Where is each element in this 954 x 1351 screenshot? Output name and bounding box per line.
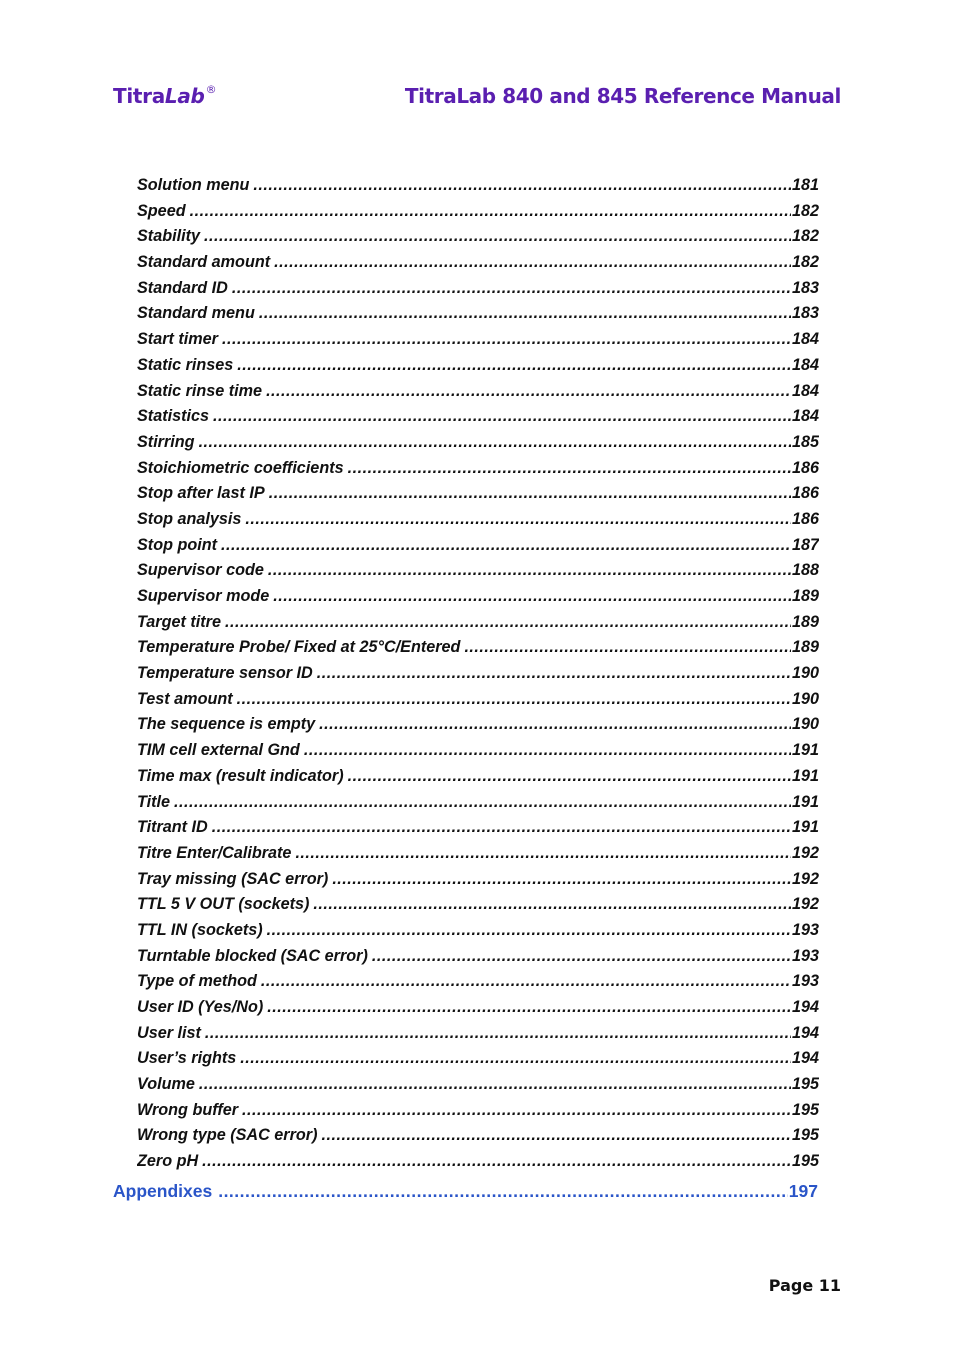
toc-entry-page: 195 <box>791 1100 819 1119</box>
toc-leader <box>313 895 791 914</box>
toc-leader <box>199 433 791 452</box>
toc-entry[interactable] <box>137 664 819 690</box>
page-number: Page 11 <box>768 1276 841 1295</box>
toc-entry-label: Target titre <box>137 612 221 631</box>
toc-entry-page: 189 <box>791 638 819 657</box>
toc-entry[interactable] <box>137 279 819 305</box>
toc-entry-page: 187 <box>791 535 819 554</box>
toc-leader <box>295 844 791 863</box>
toc-entry-label: User ID (Yes/No) <box>137 998 264 1016</box>
toc-leader <box>348 767 791 786</box>
toc-appendix-page: 197 <box>788 1181 818 1201</box>
toc-entry-page: 193 <box>791 972 819 991</box>
toc-entry-page: 186 <box>791 458 819 477</box>
toc-entry-page: 189 <box>791 612 819 631</box>
toc-entry-label: Stirring <box>137 432 195 451</box>
toc-entry-label: Standard ID <box>137 278 228 297</box>
toc-list <box>137 176 819 1178</box>
toc-entry[interactable] <box>137 895 819 921</box>
toc-entry[interactable] <box>137 921 819 947</box>
toc-entry-page: 185 <box>791 432 819 451</box>
toc-entry-label: TTL IN (sockets) <box>137 920 263 939</box>
toc-entry-label: TIM cell external Gnd <box>137 741 300 760</box>
toc-entry-page: 193 <box>791 946 819 965</box>
toc-entry-label: Standard amount <box>137 253 271 272</box>
toc-entry[interactable] <box>137 870 819 896</box>
toc-entry-label: Tray missing (SAC error) <box>137 869 329 888</box>
toc-leader <box>273 587 791 606</box>
toc-leader <box>261 972 791 991</box>
toc-entry-label: Title <box>137 792 170 811</box>
toc-entry[interactable] <box>137 227 819 253</box>
toc-appendix-entry[interactable] <box>113 1181 818 1202</box>
toc-leader <box>205 1024 791 1043</box>
toc-entry-label: Stop analysis <box>137 509 242 528</box>
toc-entry-label: Static rinse time <box>137 381 263 400</box>
toc-entry-label: Stop after last IP <box>137 484 265 503</box>
toc-leader <box>372 947 791 966</box>
toc-leader <box>202 1152 791 1171</box>
toc-entry-page: 182 <box>791 227 819 246</box>
toc-leader <box>221 536 791 555</box>
toc-leader <box>237 690 791 709</box>
toc-leader <box>212 818 791 837</box>
toc-entry-label: Supervisor code <box>137 561 264 580</box>
toc-leader <box>317 664 791 683</box>
toc-entry-page: 191 <box>791 818 819 837</box>
toc-entry-page: 191 <box>791 741 819 760</box>
toc-entry[interactable] <box>137 690 819 716</box>
toc-entry[interactable] <box>137 202 819 228</box>
toc-entry[interactable] <box>137 304 819 330</box>
toc-entry[interactable] <box>137 767 819 793</box>
toc-entry-label: Test amount <box>137 689 233 708</box>
toc-entry[interactable] <box>137 587 819 613</box>
toc-leader <box>267 921 791 940</box>
toc-leader <box>232 279 791 298</box>
toc-entry-label: Wrong buffer <box>137 1100 239 1119</box>
toc-entry[interactable] <box>137 407 819 433</box>
toc-leader <box>259 304 791 323</box>
toc-entry[interactable] <box>137 459 819 485</box>
toc-entry[interactable] <box>137 972 819 998</box>
toc-entry-page: 186 <box>791 509 819 528</box>
toc-entry-page: 184 <box>791 407 819 426</box>
toc-entry[interactable] <box>137 253 819 279</box>
toc-entry[interactable] <box>137 356 819 382</box>
toc-leader <box>304 741 791 760</box>
toc-entry[interactable] <box>137 1075 819 1101</box>
toc-entry-label: Stoichiometric coefficients <box>137 458 344 477</box>
toc-entry-label: Time max (result indicator) <box>137 766 344 785</box>
toc-entry-label: Statistics <box>137 407 209 426</box>
toc-entry-page: 183 <box>791 278 819 297</box>
toc-entry[interactable] <box>137 510 819 536</box>
toc-entry[interactable] <box>137 741 819 767</box>
toc-leader <box>268 561 791 580</box>
toc-entry-label: Type of method <box>137 972 257 991</box>
toc-entry-label: Wrong type (SAC error) <box>137 1126 318 1145</box>
toc-entry-label: The sequence is empty <box>137 715 316 734</box>
toc-entry-page: 195 <box>791 1126 819 1145</box>
toc-leader <box>274 253 791 272</box>
toc-entry-page: 193 <box>791 920 819 939</box>
toc-leader <box>348 459 791 478</box>
toc-entry-label: Speed <box>137 201 186 220</box>
toc-entry-page: 184 <box>791 330 819 349</box>
toc-entry-label: Stop point <box>137 535 218 554</box>
toc-entry[interactable] <box>137 613 819 639</box>
toc-leader <box>267 998 791 1017</box>
toc-entry-page: 195 <box>791 1152 819 1171</box>
toc-entry[interactable] <box>137 947 819 973</box>
registered-mark: ® <box>205 83 217 96</box>
toc-entry-page: 192 <box>791 895 819 914</box>
toc-entry-label: Volume <box>137 1075 195 1094</box>
toc-entry-page: 194 <box>791 1023 819 1042</box>
toc-leader <box>204 227 791 246</box>
toc-entry-page: 190 <box>791 664 819 683</box>
toc-entry[interactable] <box>137 793 819 819</box>
toc-entry-label: Titre Enter/Calibrate <box>137 843 292 862</box>
toc-entry-page: 182 <box>791 201 819 220</box>
toc-leader <box>242 1101 791 1120</box>
toc-entry-label: Standard menu <box>137 304 255 323</box>
toc-leader <box>245 510 791 529</box>
toc-entry[interactable] <box>137 536 819 562</box>
toc-leader <box>218 1181 788 1202</box>
toc-entry-label: Titrant ID <box>137 818 208 837</box>
toc-entry-page: 186 <box>791 484 819 503</box>
toc-leader <box>240 1049 791 1068</box>
toc-entry-label: Turntable blocked (SAC error) <box>137 946 368 965</box>
toc-entry-page: 192 <box>791 843 819 862</box>
toc-entry[interactable] <box>137 1024 819 1050</box>
toc-entry-page: 189 <box>791 587 819 605</box>
toc-entry[interactable] <box>137 1126 819 1152</box>
toc-entry-page: 194 <box>791 998 819 1016</box>
toc-entry-page: 190 <box>791 689 819 708</box>
toc-entry-label: Supervisor mode <box>137 587 270 605</box>
toc-leader <box>222 330 791 349</box>
toc-entry-page: 191 <box>791 792 819 811</box>
manual-title: TitraLab 840 and 845 Reference Manual <box>404 84 841 108</box>
toc-leader <box>174 793 791 812</box>
toc-entry-label: Solution menu <box>137 176 250 194</box>
toc-entry-page: 192 <box>791 869 819 888</box>
toc-entry-page: 188 <box>791 561 819 580</box>
toc-entry-label: Start timer <box>137 330 218 349</box>
toc-leader <box>269 484 791 503</box>
toc-entry[interactable] <box>137 382 819 408</box>
toc-entry-page: 194 <box>791 1049 819 1068</box>
toc-appendix-label: Appendixes <box>113 1181 213 1201</box>
toc-leader <box>321 1126 791 1145</box>
toc-entry-page: 195 <box>791 1075 819 1094</box>
toc-entry-label: User’s rights <box>137 1049 237 1068</box>
toc-entry-label: Zero pH <box>137 1152 199 1171</box>
toc-entry-label: Temperature sensor ID <box>137 664 313 683</box>
toc-leader <box>199 1075 791 1094</box>
toc-leader <box>190 202 791 221</box>
toc-entry-label: Static rinses <box>137 355 234 374</box>
toc-entry-page: 191 <box>791 766 819 785</box>
toc-entry[interactable] <box>137 561 819 587</box>
toc-entry-page: 190 <box>791 715 819 734</box>
toc-entry[interactable] <box>137 176 819 202</box>
toc-entry-page: 182 <box>791 253 819 272</box>
toc-entry[interactable] <box>137 1101 819 1127</box>
toc-leader <box>213 407 791 426</box>
toc-leader <box>332 870 791 889</box>
toc-entry[interactable] <box>137 484 819 510</box>
toc-entry-label: TTL 5 V OUT (sockets) <box>137 895 310 914</box>
toc-entry[interactable] <box>137 433 819 459</box>
toc-entry-label: Temperature Probe/ Fixed at 25°C/Entered <box>137 638 461 657</box>
brand-suffix: Lab <box>164 84 205 108</box>
toc-entry-label: User list <box>137 1023 201 1042</box>
brand-prefix: Titra <box>113 84 165 108</box>
toc-entry-page: 184 <box>791 381 819 400</box>
toc-leader <box>464 638 791 657</box>
toc-entry[interactable] <box>137 1049 819 1075</box>
toc-leader <box>266 382 791 401</box>
toc-entry-label: Stability <box>137 227 200 246</box>
toc-entry-page: 184 <box>791 355 819 374</box>
toc-leader <box>237 356 791 375</box>
toc-leader <box>225 613 791 632</box>
toc-entry[interactable] <box>137 844 819 870</box>
toc-leader <box>253 176 791 195</box>
toc-entry[interactable] <box>137 818 819 844</box>
toc-leader <box>319 715 791 734</box>
toc-entry[interactable] <box>137 1152 819 1178</box>
brand-logo <box>113 84 216 108</box>
toc-entry-page: 183 <box>791 304 819 323</box>
toc-entry-page: 181 <box>791 176 819 194</box>
toc-entry[interactable] <box>137 638 819 664</box>
toc-entry[interactable] <box>137 998 819 1024</box>
toc-entry[interactable] <box>137 715 819 741</box>
toc-entry[interactable] <box>137 330 819 356</box>
